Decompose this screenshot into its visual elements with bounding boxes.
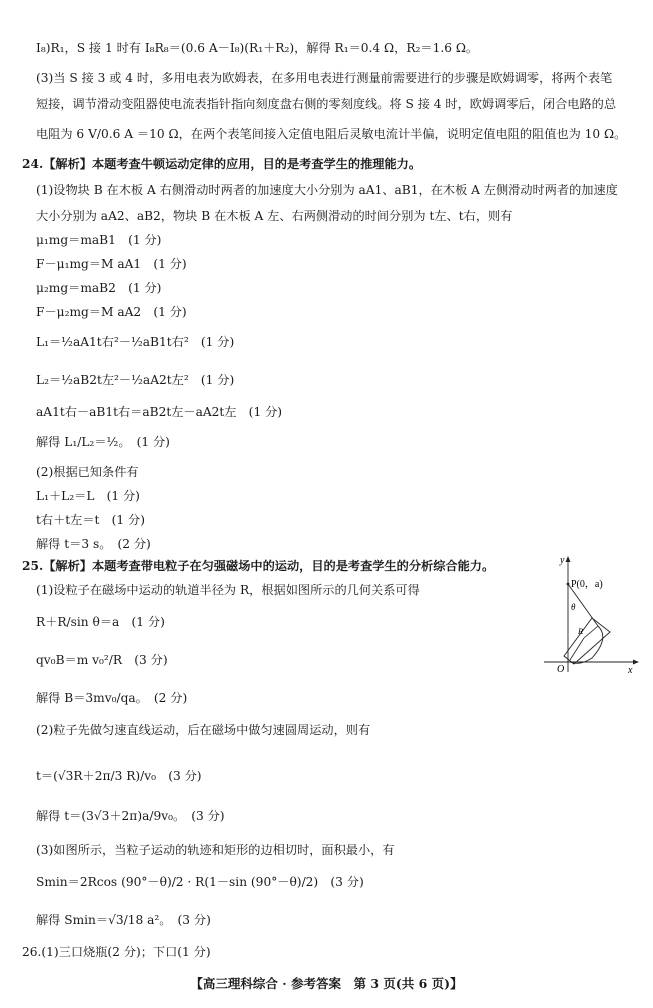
text-line: R＋R/sin θ＝a (1 分)	[36, 615, 165, 629]
point-p	[567, 583, 570, 586]
text-line: 解得 L₁/L₂＝½。 (1 分)	[36, 435, 170, 449]
text-line: 解得 t＝(3√3＋2π)a/9v₀。 (3 分)	[36, 809, 225, 823]
text-line: aA1t右－aB1t右＝aB2t左－aA2t左 (1 分)	[36, 405, 283, 419]
text-line: L₁＝½aA1t右²－½aB1t右² (1 分)	[36, 335, 235, 349]
text-line: F－μ₁mg＝M aA1 (1 分)	[36, 257, 187, 271]
page-footer: 【高三理科综合 · 参考答案 第 3 页(共 6 页)】	[190, 976, 463, 991]
text-line: μ₁mg＝maB1 (1 分)	[36, 233, 162, 247]
x-axis-label: x	[628, 665, 633, 676]
text-line: 短接，调节滑动变阻器使电流表指针指向刻度盘右侧的零刻度线。将 S 接 4 时，欧姆调零后，闭合电路的总	[36, 97, 617, 111]
text-line: L₁＋L₂＝L (1 分)	[36, 489, 140, 503]
theta-label: θ	[571, 602, 576, 612]
origin-label: O	[557, 664, 565, 675]
text-line: (2)粒子先做匀速直线运动，后在磁场中做匀速圆周运动，则有	[36, 723, 371, 737]
y-axis-arrow	[566, 556, 571, 562]
magnetic-field-figure	[540, 554, 640, 676]
point-p-label: P(0，a)	[571, 579, 603, 590]
text-line: 电阻为 6 V/0.6 A ＝10 Ω，在两个表笔间接入定值电阻后灵敏电流计半偏，说明定值电阻的阻值也为 10 Ω。	[36, 127, 627, 141]
text-line: 26.(1)三口烧瓶(2 分)；下口(1 分)	[22, 945, 211, 959]
text-line: qv₀B＝m v₀²/R (3 分)	[36, 653, 168, 667]
text-line: 解得 B＝3mv₀/qa。 (2 分)	[36, 691, 188, 705]
text-line: I₈)R₁，S 接 1 时有 I₈R₈＝(0.6 A－I₈)(R₁＋R₂)，解得 R₁＝0.4 Ω，R₂＝1.6 Ω。	[36, 41, 479, 55]
text-line: (2)根据已知条件有	[36, 465, 139, 479]
text-line: Smin＝2Rcos (90°－θ)/2 · R(1－sin (90°－θ)/2) (3 分)	[36, 875, 364, 889]
x-axis-arrow	[633, 660, 639, 665]
text-line: (1)设粒子在磁场中运动的轨道半径为 R，根据如图所示的几何关系可得	[36, 583, 420, 597]
y-axis-label: y	[560, 555, 565, 566]
text-line: t＝(√3R＋2π/3 R)/v₀ (3 分)	[36, 769, 202, 783]
radius-label: R	[578, 626, 584, 636]
text-line: μ₂mg＝maB2 (1 分)	[36, 281, 162, 295]
text-line: t右＋t左＝t (1 分)	[36, 513, 145, 527]
text-line: (3)当 S 接 3 或 4 时，多用电表为欧姆表，在多用电表进行测量前需要进行的步骤是欧姆调零，将两个表笔	[36, 71, 613, 85]
circular-arc	[570, 626, 603, 663]
text-line: 解得 t＝3 s。 (2 分)	[36, 537, 151, 551]
text-line: 25.【解析】本题考查带电粒子在匀强磁场中的运动，目的是考查学生的分析综合能力。	[22, 559, 495, 573]
text-line: (1)设物块 B 在木板 A 右侧滑动时两者的加速度大小分别为 aA1、aB1，在木板 A 左侧滑动时两者的加速度	[36, 183, 618, 197]
text-line: 大小分别为 aA2、aB2，物块 B 在木板 A 左、右两侧滑动的时间分别为 t左、t右，则有	[36, 209, 513, 223]
text-line: 24.【解析】本题考查牛顿运动定律的应用，目的是考查学生的推理能力。	[22, 157, 422, 171]
bounding-rectangle	[564, 618, 610, 664]
text-line: 解得 Smin＝√3/18 a²。 (3 分)	[36, 913, 211, 927]
text-line: L₂＝½aB2t左²－½aA2t左² (1 分)	[36, 373, 235, 387]
radius-line	[584, 626, 598, 638]
text-line: F－μ₂mg＝M aA2 (1 分)	[36, 305, 187, 319]
text-line: (3)如图所示，当粒子运动的轨迹和矩形的边相切时，面积最小，有	[36, 843, 395, 857]
